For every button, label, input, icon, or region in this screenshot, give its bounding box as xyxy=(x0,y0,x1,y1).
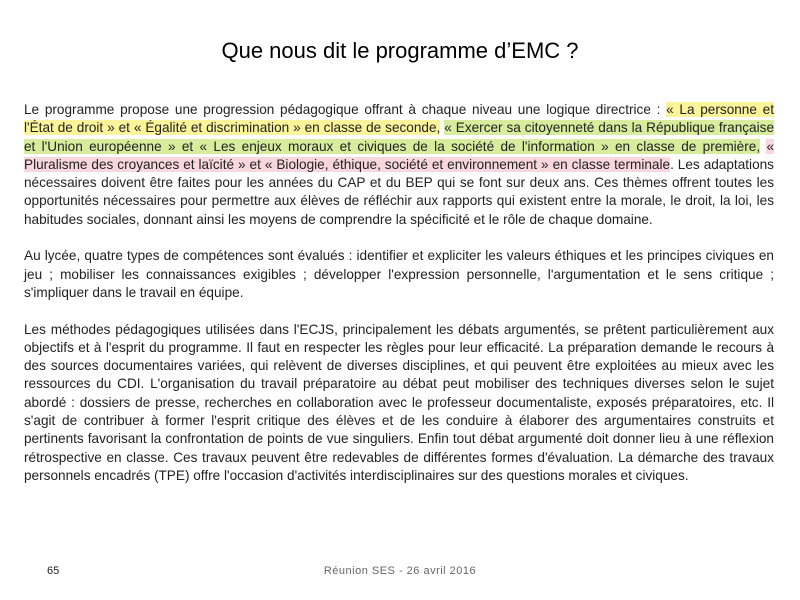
paragraph-competences: Au lycée, quatre types de compétences sont évalués : identifier et expliciter les valeurs éthiques et les principes civiques en jeu ; mobiliser les connaissances exigibles ; développer l'expression personnelle, l'argumentation et le sens critique ; s'impliquer dans le travail en équipe. xyxy=(24,248,774,300)
paragraph-methodes: Les méthodes pédagogiques utilisées dans l'ECJS, principalement les débats argumentés, se prêtent particulièrement aux objectifs et à l'esprit du programme. Il faut en respecter les règles pour leur efficacité. La préparation demande le recours à des sources documentaires variées, qui relèvent de diverses disciplines, et qui peuvent être exploitées au mieux avec les ressources du CDI. L'organisation du travail préparatoire au débat peut mobiliser des techniques diverses selon le sujet abordé : dossiers de presse, recherches en collaboration avec le professeur documentaliste, exposés préparatoires, etc. Il s'agit de contribuer à former l'esprit critique des élèves et de les conduire à élaborer des argumentaires construits et pertinents favorisant la confrontation de points de vue singuliers. Enfin tout débat argumenté doit donner lieu à une réflexion rétrospective en classe. Ces travaux peuvent être redevables de différentes formes d'évaluation. La démarche des travaux personnels encadrés (TPE) offre l'occasion d'activités interdisciplinaires sur des questions morales et civiques. xyxy=(24,321,774,483)
highlight-seconde: « La personne et l'État de droit » et « Égalité et discrimination » en classe de seconde, xyxy=(24,102,774,136)
page-number: 65 xyxy=(47,565,60,577)
slide-title: Que nous dit le programme d’EMC ? xyxy=(221,38,579,63)
footer-text: Réunion SES - 26 avril 2016 xyxy=(323,565,477,577)
highlight-premiere: « Exercer sa citoyenneté dans la République française et l'Union européenne » et « Les enjeux moraux et civiques de la société de l'information » en classe de première, xyxy=(24,120,774,154)
slide-content xyxy=(24,101,774,485)
programme-intro: Le programme propose une progression pédagogique offrant à chaque niveau une logique directrice : xyxy=(24,102,667,117)
programme-rest: . Les adaptations nécessaires doivent être faites pour les années du CAP et du BEP qui se font sur deux ans. Ces thèmes offrent toutes les opportunités nécessaires pour permettre aux élèves de réfléchir aux rapports qui existent entre la morale, le droit, la loi, les habitudes sociales, donnant ainsi les moyens de comprendre la spécificité et le rôle de chaque domaine. xyxy=(24,156,774,227)
highlight-terminale: « Pluralisme des croyances et laïcité » et « Biologie, éthique, société et environnement » en classe terminale xyxy=(24,138,774,172)
paragraph-programme xyxy=(24,101,774,229)
